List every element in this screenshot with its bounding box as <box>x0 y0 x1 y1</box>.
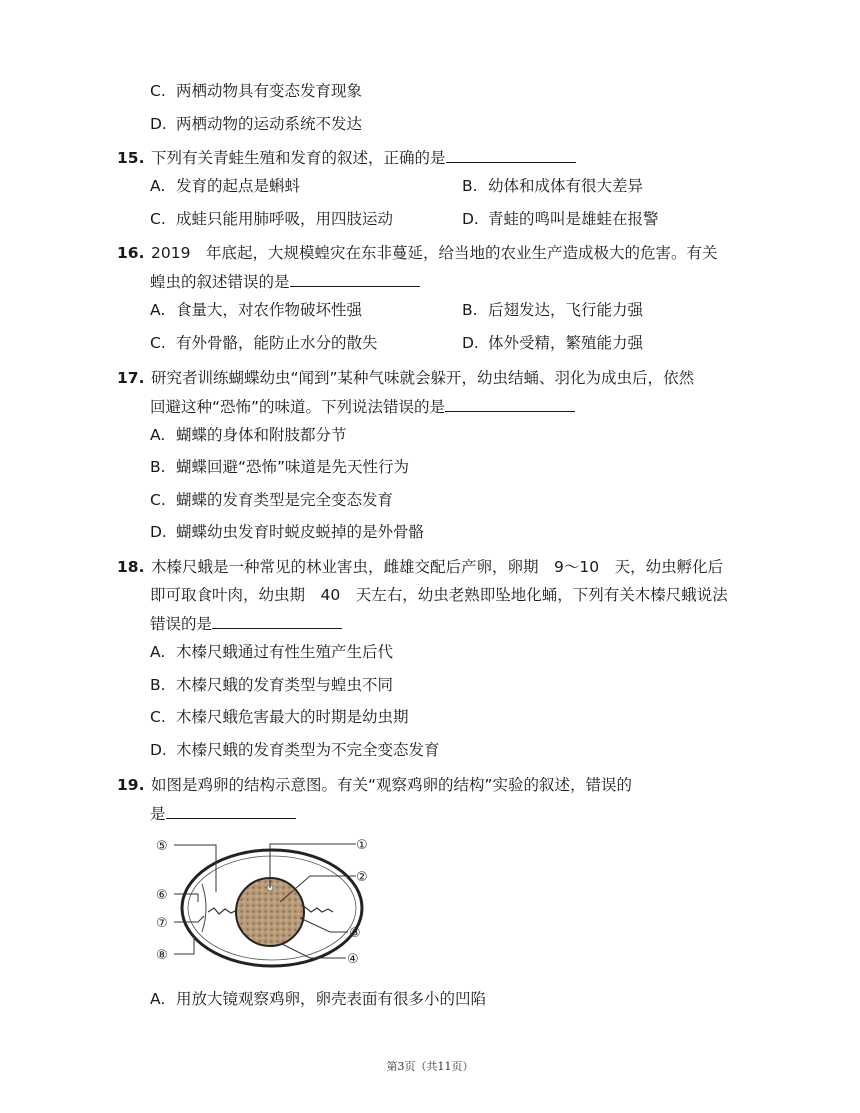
answer-blank[interactable] <box>166 804 296 819</box>
label-2: ② <box>356 870 368 885</box>
q14-option-d: D. 两栖动物的运动系统不发达 <box>150 115 363 133</box>
label-3: ③ <box>349 926 361 941</box>
q16-option-d: D. 体外受精，繁殖能力强 <box>462 334 644 352</box>
answer-blank[interactable] <box>212 614 342 629</box>
q19-stem-line2: 是 <box>150 804 296 824</box>
q17-option-b: B. 蝴蝶回避“恐怖”味道是先天性行为 <box>150 458 410 476</box>
answer-blank[interactable] <box>446 148 576 163</box>
q18-option-b: B. 木榛尺蛾的发育类型与蝗虫不同 <box>150 676 394 694</box>
q16-option-a: A. 食量大，对农作物破坏性强 <box>150 301 363 319</box>
q15-stem: 15. 下列有关青蛙生殖和发育的叙述，正确的是 <box>117 148 576 168</box>
label-4: ④ <box>347 952 359 967</box>
q16-stem-line2: 蝗虫的叙述错误的是 <box>150 272 420 292</box>
q17-option-d: D. 蝴蝶幼虫发育时蜕皮蜕掉的是外骨骼 <box>150 523 425 541</box>
label-6: ⑥ <box>156 888 168 903</box>
q17-stem-line1: 17. 研究者训练蝴蝶幼虫“闻到”某种气味就会躲开，幼虫结蛹、羽化为成虫后，依然 <box>117 369 695 387</box>
q17-option-c: C. 蝴蝶的发育类型是完全变态发育 <box>150 491 394 509</box>
q16-option-c: C. 有外骨骼，能防止水分的散失 <box>150 334 378 352</box>
q18-stem-line2: 即可取食叶肉，幼虫期 40 天左右，幼虫老熟即坠地化蛹，下列有关木榛尺蛾说法 <box>150 586 728 604</box>
q18-option-a: A. 木榛尺蛾通过有性生殖产生后代 <box>150 643 394 661</box>
answer-blank[interactable] <box>290 272 420 287</box>
q18-stem-line3: 错误的是 <box>150 614 342 634</box>
answer-blank[interactable] <box>445 397 575 412</box>
q19-stem-line1: 19. 如图是鸡卵的结构示意图。有关“观察鸡卵的结构”实验的叙述，错误的 <box>117 776 633 794</box>
q15-option-b: B. 幼体和成体有很大差异 <box>462 177 644 195</box>
q17-stem-line2: 回避这种“恐怖”的味道。下列说法错误的是 <box>150 397 575 417</box>
label-8: ⑧ <box>156 948 168 963</box>
q16-option-b: B. 后翅发达，飞行能力强 <box>462 301 644 319</box>
q19-option-a: A. 用放大镜观察鸡卵，卵壳表面有很多小的凹陷 <box>150 990 487 1008</box>
page-footer: 第3页（共11页） <box>386 1060 474 1073</box>
q18-option-d: D. 木榛尺蛾的发育类型为不完全变态发育 <box>150 741 440 759</box>
q15-option-d: D. 青蛙的鸣叫是雄蛙在报警 <box>462 210 659 228</box>
egg-structure-diagram <box>150 832 390 972</box>
q18-stem-line1: 18. 木榛尺蛾是一种常见的林业害虫，雌雄交配后产卵，卵期 9～10 天，幼虫孵化后 <box>117 558 724 576</box>
q14-option-c: C. 两栖动物具有变态发育现象 <box>150 82 363 100</box>
q15-option-c: C. 成蛙只能用肺呼吸，用四肢运动 <box>150 210 394 228</box>
q16-stem-line1: 16. 2019 年底起，大规模蝗灾在东非蔓延，给当地的农业生产造成极大的危害。有关 <box>117 244 718 262</box>
q15-option-a: A. 发育的起点是蝌蚪 <box>150 177 301 195</box>
q17-option-a: A. 蝴蝶的身体和附肢都分节 <box>150 426 347 444</box>
q18-option-c: C. 木榛尺蛾危害最大的时期是幼虫期 <box>150 708 409 726</box>
label-7: ⑦ <box>156 916 168 931</box>
label-5: ⑤ <box>156 839 168 854</box>
label-1: ① <box>356 838 368 853</box>
